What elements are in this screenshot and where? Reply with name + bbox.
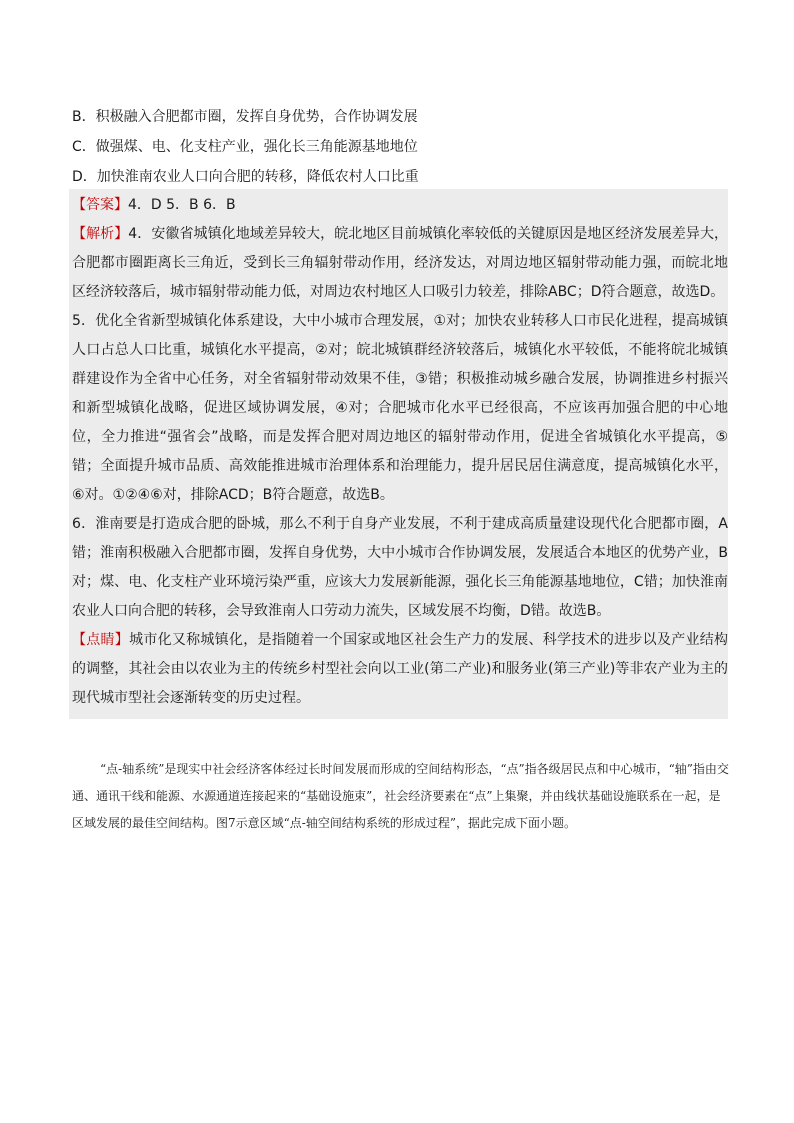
question-passage: “点-轴系统”是现实中社会经济客体经过长时间发展而形成的空间结构形态，“点”指各级居民点和中心城市，“轴”指由交通、通讯干线和能源、水源通道连接起来的“基础设施束”，社会经济要素在“点”上集聚，并由线状基础设施联系在一起，是区域发展的最佳空间结构。图7示意区域“点-轴空间结构系统的形成过程”，据此完成下面小题。 (72, 762, 729, 830)
answer-options (72, 102, 732, 192)
option-b: B．积极融入合肥都市圈，发挥自身优势，合作协调发展 (72, 109, 418, 125)
analysis-q6: 6．淮南要是打造成合肥的卧城，那么不利于自身产业发展，不利于建成高质量建设现代化合肥都市圈，A错；淮南积极融入合肥都市圈，发挥自身优势，大中小城市合作协调发展，发展适合本地区的优势产业，B对；煤、电、化支柱产业环境污染严重，应该大力发展新能源，强化长三角能源基地地位，C错；加快淮南农业人口向合肥的转移，会导致淮南人口劳动力流失，区域发展不均衡，D错。故选B。 (72, 516, 728, 619)
analysis-q4 (72, 220, 728, 307)
comment-tag: 【点睛】 (72, 632, 130, 648)
answer-analysis-block (69, 189, 728, 719)
answer-line (72, 191, 728, 220)
answer-tag: 【答案】 (72, 197, 128, 213)
answer-text: 4．D 5．B 6．B (128, 197, 236, 213)
analysis-q5: 5．优化全省新型城镇化体系建设，大中小城市合理发展，①对；加快农业转移人口市民化进程，提高城镇人口占总人口比重，城镇化水平提高，②对；皖北城镇群经济较落后，城镇化水平较低，不能将皖北城镇群建设作为全省中心任务，对全省辐射带动效果不佳，③错；积极推动城乡融合发展，协调推进乡村振兴和新型城镇化战略，促进区域协调发展，④对；合肥城市化水平已经很高，不应该再加强合肥的中心地位，全力推进“强省会”战略，而是发挥合肥对周边地区的辐射带动作用，促进全省城镇化水平提高，⑤错；全面提升城市品质、高效能推进城市治理体系和治理能力，提升居民居住满意度，提高城镇化水平，⑥对。①②④⑥对，排除ACD；B符合题意，故选B。 (72, 313, 728, 503)
analysis-q4-text: 4．安徽省城镇化地域差异较大，皖北地区目前城镇化率较低的关键原因是地区经济发展差异大，合肥都市圈距离长三角近，受到长三角辐射带动作用，经济发达，对周边地区辐射带动能力强，而皖北地区经济较落后，城市辐射带动能力低，对周边农村地区人口吸引力较差，排除ABC；D符合题意，故选D。 (72, 226, 729, 300)
option-d: D．加快淮南农业人口向合肥的转移，降低农村人口比重 (72, 169, 419, 185)
comment-line (72, 626, 728, 713)
comment-text: 城市化又称城镇化，是指随着一个国家或地区社会生产力的发展、科学技术的进步以及产业结构的调整，其社会由以农业为主的传统乡村型社会向以工业(第二产业)和服务业(第三产业)等非农产业为主的现代城市型社会逐渐转变的历史过程。 (72, 632, 729, 706)
analysis-tag: 【解析】 (72, 226, 129, 242)
option-c: C．做强煤、电、化支柱产业，强化长三角能源基地地位 (72, 139, 418, 155)
